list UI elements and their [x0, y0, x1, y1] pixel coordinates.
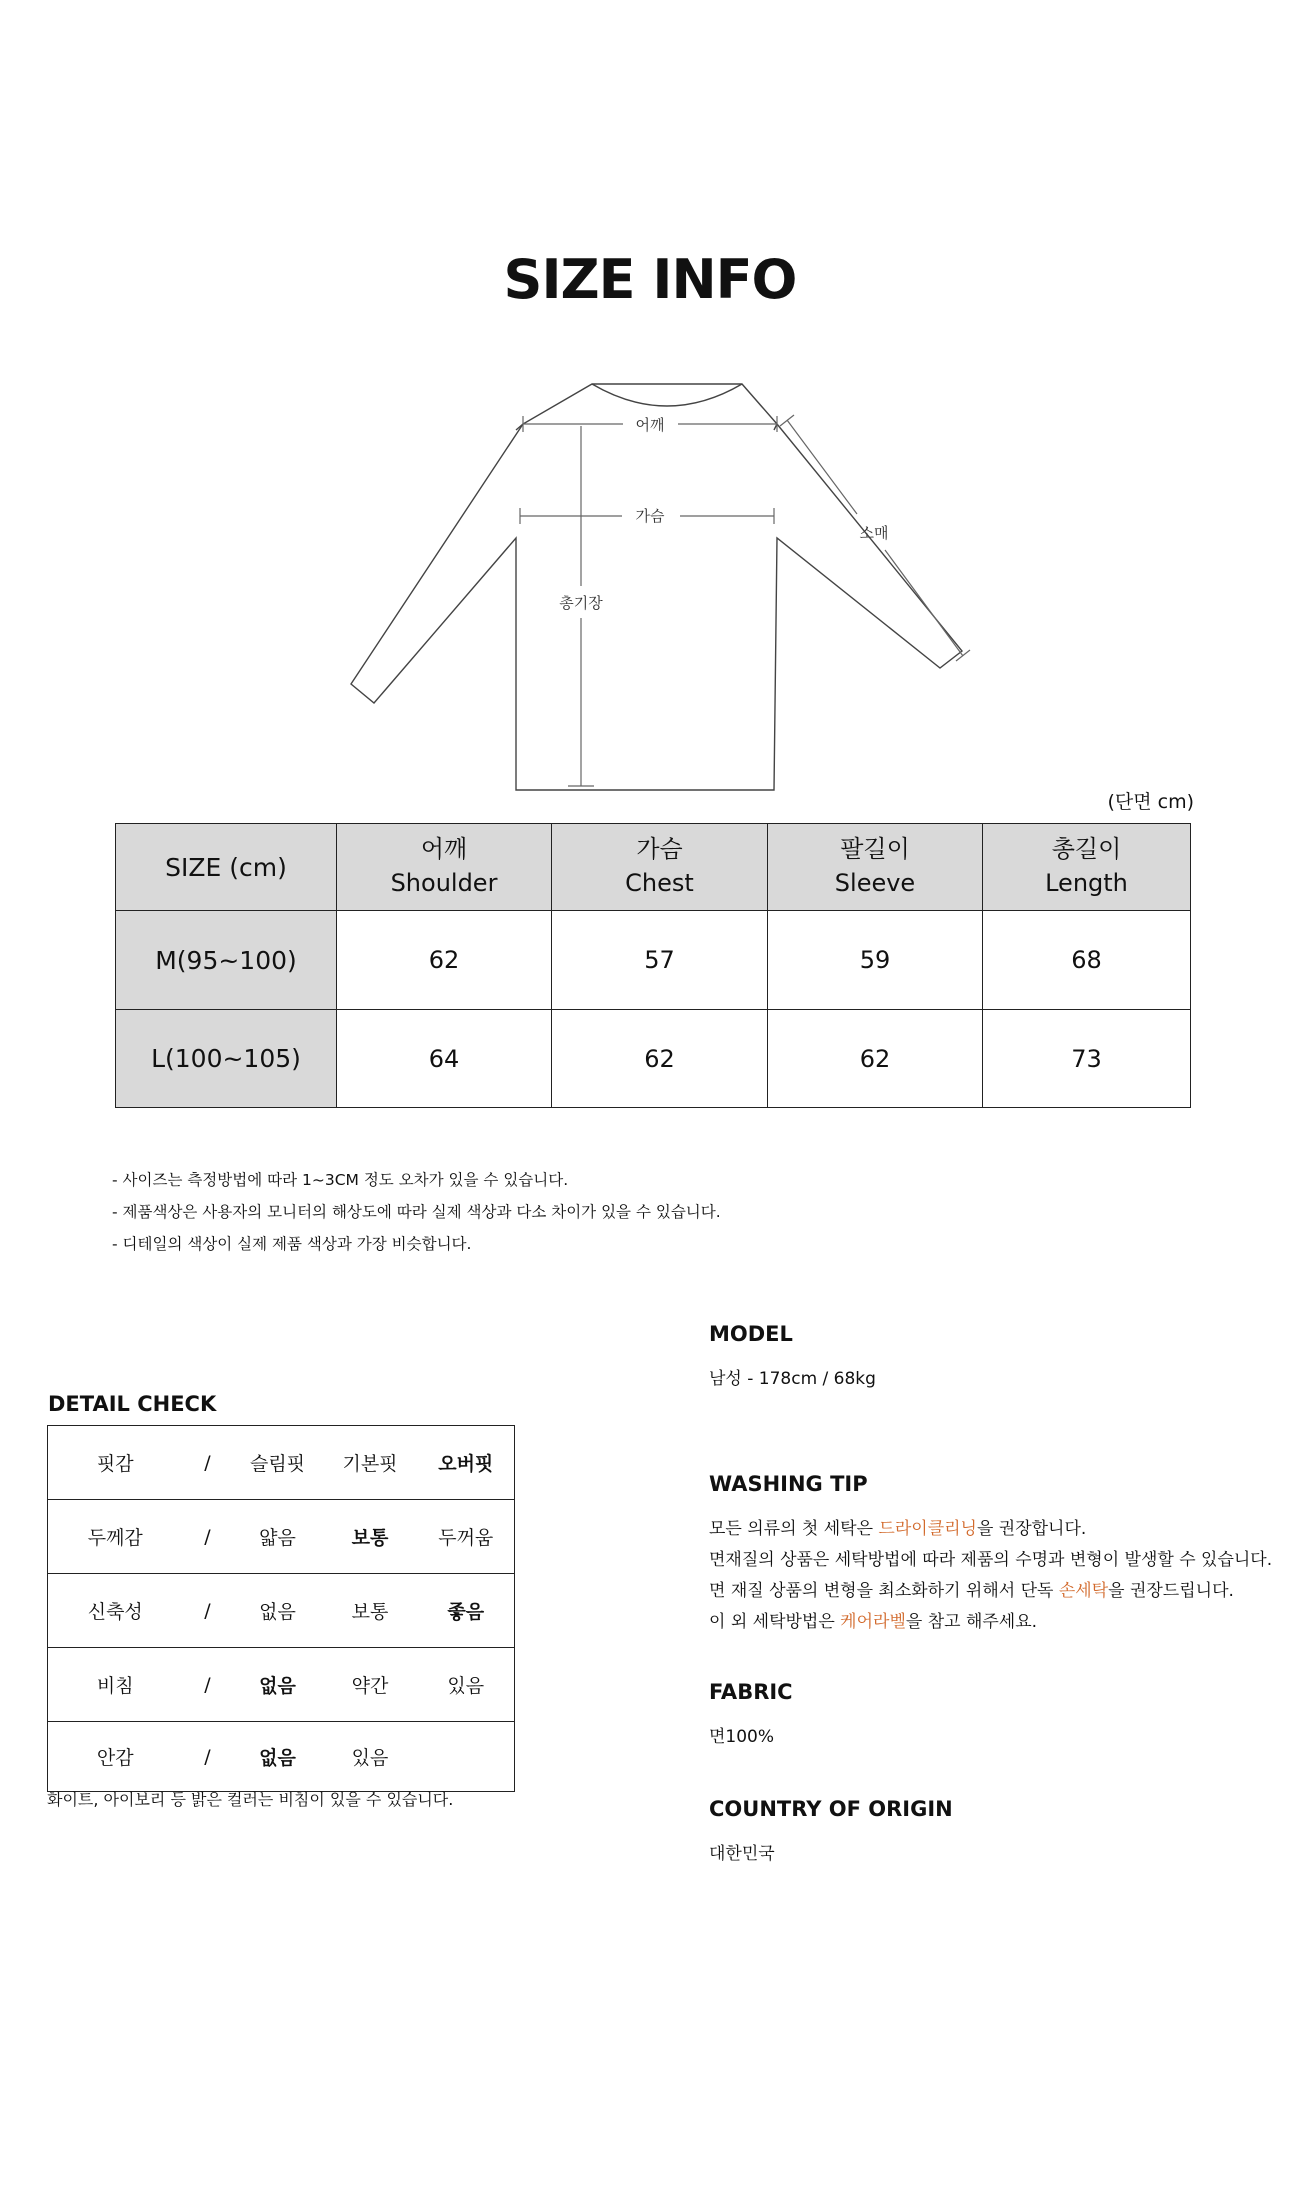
- origin-section: [709, 1797, 953, 1870]
- origin-heading: COUNTRY OF ORIGIN: [709, 1797, 953, 1821]
- fabric-heading: FABRIC: [709, 1680, 793, 1704]
- table-cell: 62: [768, 1010, 983, 1108]
- detail-label: 핏감: [48, 1426, 183, 1500]
- detail-option: 보통: [323, 1574, 418, 1648]
- washing-line: 이 외 세탁방법은 케어라벨을 참고 해주세요.: [709, 1612, 1038, 1632]
- size-notes: [112, 1164, 721, 1260]
- detail-option: 기본핏: [323, 1426, 418, 1500]
- note-item: - 사이즈는 측정방법에 따라 1~3CM 정도 오차가 있을 수 있습니다.: [112, 1171, 569, 1189]
- size-label: M(95~100): [116, 911, 337, 1010]
- separator: /: [183, 1574, 233, 1648]
- detail-option: [418, 1722, 515, 1792]
- shoulder-column-header: 어깨 Shoulder: [337, 824, 552, 911]
- table-row: [48, 1500, 515, 1574]
- table-cell: 62: [552, 1010, 768, 1108]
- table-row: [48, 1648, 515, 1722]
- detail-option: 있음: [351, 1747, 389, 1769]
- detail-label: 안감: [96, 1747, 134, 1769]
- model-heading: MODEL: [709, 1322, 793, 1346]
- detail-option: 두꺼움: [418, 1500, 515, 1574]
- table-row: [48, 1426, 515, 1500]
- table-cell: 64: [337, 1010, 552, 1108]
- unit-note: (단면 cm): [1107, 791, 1194, 813]
- note-item: - 디테일의 색상이 실제 제품 색상과 가장 비슷합니다.: [112, 1235, 472, 1253]
- sleeve-dimension-label: 소매: [859, 524, 889, 542]
- detail-option: 없음: [233, 1574, 323, 1648]
- size-table-header: [116, 824, 1191, 911]
- detail-option-selected: 좋음: [418, 1574, 515, 1648]
- separator: /: [183, 1426, 233, 1500]
- separator: /: [183, 1648, 233, 1722]
- length-column-header: 총길이 Length: [983, 824, 1191, 911]
- detail-option: 슬림핏: [233, 1426, 323, 1500]
- detail-check-table: [47, 1425, 515, 1792]
- fabric-text: 면100%: [709, 1727, 775, 1747]
- length-dimension-label: 총기장: [559, 594, 603, 612]
- size-column-header: SIZE (cm): [116, 824, 337, 911]
- detail-check-heading: DETAIL CHECK: [48, 1392, 217, 1416]
- chest-column-header: 가슴 Chest: [552, 824, 768, 911]
- detail-label: 두께감: [48, 1500, 183, 1574]
- table-cell: 59: [768, 911, 983, 1010]
- detail-label: 신축성: [48, 1574, 183, 1648]
- chest-dimension-label: 가슴: [635, 507, 665, 525]
- detail-label: 비침: [48, 1648, 183, 1722]
- model-section: [709, 1322, 876, 1395]
- table-row: [48, 1722, 515, 1792]
- table-cell: 68: [983, 911, 1191, 1010]
- size-table: [115, 823, 1191, 1108]
- size-label: L(100~105): [116, 1010, 337, 1108]
- washing-line: 면 재질 상품의 변형을 최소화하기 위해서 단독 손세탁을 권장드립니다.: [709, 1581, 1234, 1601]
- table-cell: 73: [983, 1010, 1191, 1108]
- washing-line: 면재질의 상품은 세탁방법에 따라 제품의 수명과 변형이 발생할 수 있습니다.: [709, 1550, 1273, 1570]
- sleeve-column-header: 팔길이 Sleeve: [768, 824, 983, 911]
- garment-diagram: [330, 375, 1010, 795]
- detail-option-selected: 없음: [233, 1648, 323, 1722]
- separator: /: [183, 1500, 233, 1574]
- detail-option: 얇음: [233, 1500, 323, 1574]
- table-row: [116, 1010, 1191, 1108]
- washing-line: 모든 의류의 첫 세탁은 드라이클리닝을 권장합니다.: [709, 1519, 1087, 1539]
- washing-text: [709, 1514, 1272, 1638]
- origin-text: 대한민국: [709, 1844, 775, 1864]
- table-row: [116, 911, 1191, 1010]
- page-title: SIZE INFO: [503, 248, 797, 311]
- detail-option-selected: 없음: [259, 1747, 296, 1769]
- detail-option: 약간: [323, 1648, 418, 1722]
- note-item: - 제품색상은 사용자의 모니터의 해상도에 따라 실제 색상과 다소 차이가 있을 수 있습니다.: [112, 1203, 721, 1221]
- detail-option: 있음: [418, 1648, 515, 1722]
- table-cell: 62: [337, 911, 552, 1010]
- shoulder-dimension-label: 어깨: [635, 416, 665, 434]
- table-row: [48, 1574, 515, 1648]
- detail-check-note: 화이트, 아이보리 등 밝은 컬러는 비침이 있을 수 있습니다.: [47, 1790, 454, 1809]
- washing-heading: WASHING TIP: [709, 1472, 868, 1496]
- table-cell: 57: [552, 911, 768, 1010]
- fabric-section: [709, 1680, 793, 1753]
- washing-section: [709, 1472, 1272, 1638]
- detail-option-selected: 보통: [323, 1500, 418, 1574]
- separator: /: [204, 1745, 211, 1768]
- detail-option-selected: 오버핏: [418, 1426, 515, 1500]
- model-text: 남성 - 178cm / 68kg: [709, 1369, 876, 1389]
